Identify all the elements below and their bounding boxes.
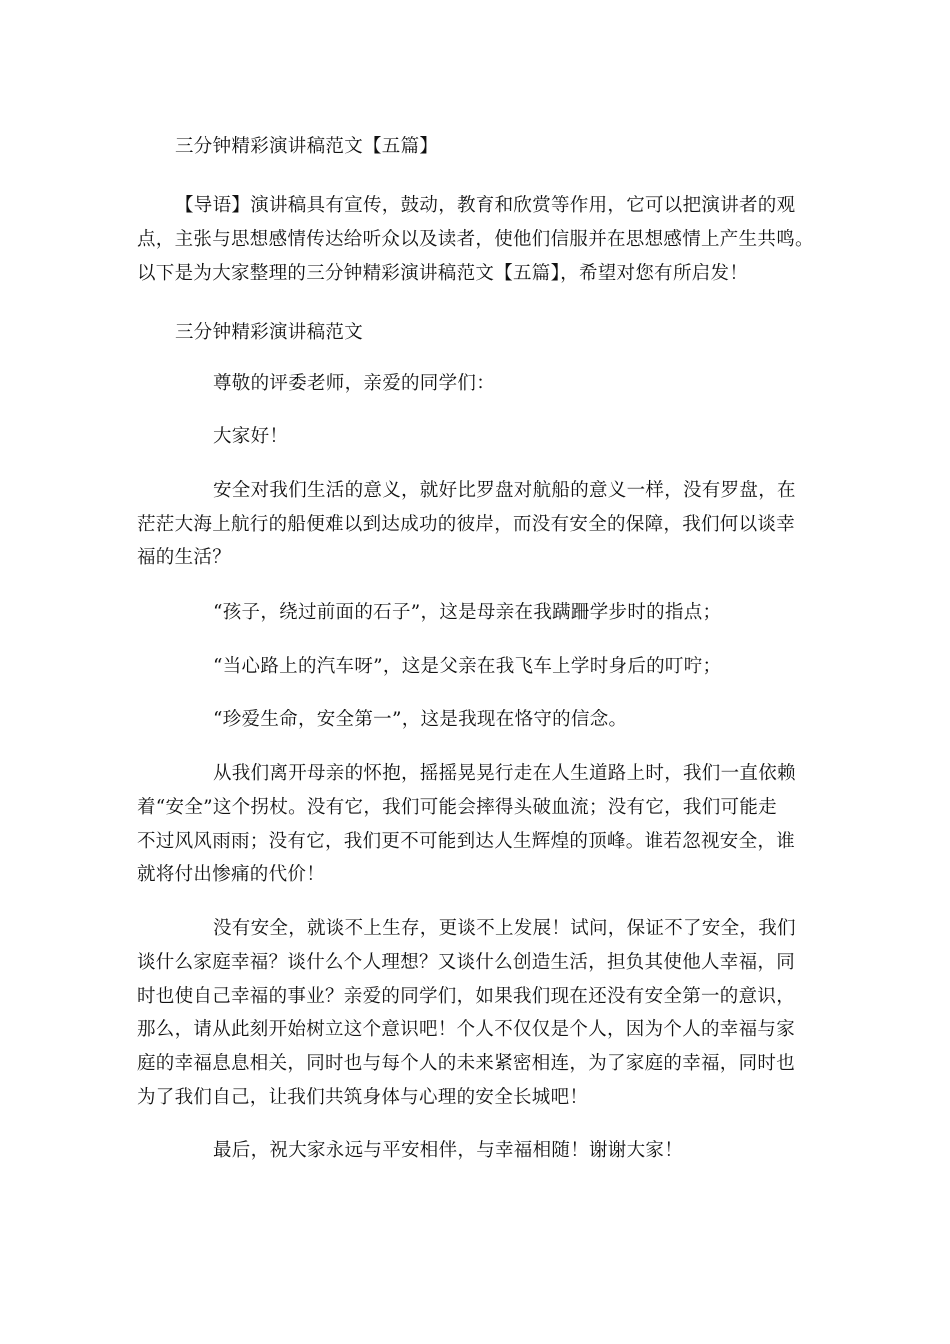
quote-3: “珍爱生命，安全第一”，这是我现在恪守的信念。 xyxy=(213,709,628,730)
paragraph3-line-1: 没有安全，就谈不上生存，更谈不上发展！试问，保证不了安全，我们 xyxy=(213,918,796,939)
paragraph3-line-2: 谈什么家庭幸福？谈什么个人理想？又谈什么创造生活，担负其使他人幸福，同 xyxy=(137,952,796,973)
intro-line-3: 以下是为大家整理的三分钟精彩演讲稿范文【五篇】，希望对您有所启发！ xyxy=(137,263,749,284)
salutation: 尊敬的评委老师，亲爱的同学们： xyxy=(213,373,496,394)
paragraph2-line-4: 就将付出惨痛的代价！ xyxy=(137,864,326,885)
paragraph2-line-3: 不过风风雨雨；没有它，我们更不可能到达人生辉煌的顶峰。谁若忽视安全，谁 xyxy=(137,831,796,852)
quote-2: “当心路上的汽车呀”，这是父亲在我飞车上学时身后的叮咛； xyxy=(213,656,722,677)
paragraph2-line-2: 着“安全”这个拐杖。没有它，我们可能会摔得头破血流；没有它，我们可能走 xyxy=(137,797,777,818)
paragraph3-line-5: 庭的幸福息息相关，同时也与每个人的未来紧密相连，为了家庭的幸福，同时也 xyxy=(137,1053,796,1074)
paragraph1-line-3: 福的生活？ xyxy=(137,547,232,568)
closing: 最后，祝大家永远与平安相伴，与幸福相随！谢谢大家！ xyxy=(213,1140,684,1161)
quote-1: “孩子，绕过前面的石子”，这是母亲在我蹒跚学步时的指点； xyxy=(213,602,722,623)
greeting: 大家好！ xyxy=(213,426,289,447)
paragraph3-line-3: 时也使自己幸福的事业？亲爱的同学们，如果我们现在还没有安全第一的意识， xyxy=(137,986,796,1007)
document-title: 三分钟精彩演讲稿范文【五篇】 xyxy=(175,136,439,157)
paragraph2-line-1: 从我们离开母亲的怀抱，摇摇晃晃行走在人生道路上时，我们一直依赖 xyxy=(213,763,796,784)
intro-line-2: 点，主张与思想感情传达给听众以及读者，使他们信服并在思想感情上产生共鸣。 xyxy=(137,229,814,250)
paragraph1-line-2: 茫茫大海上航行的船便难以到达成功的彼岸，而没有安全的保障，我们何以谈幸 xyxy=(137,514,796,535)
paragraph1-line-1: 安全对我们生活的意义，就好比罗盘对航船的意义一样，没有罗盘，在 xyxy=(213,480,796,501)
paragraph3-line-4: 那么，请从此刻开始树立这个意识吧！个人不仅仅是个人，因为个人的幸福与家 xyxy=(137,1019,796,1040)
paragraph3-line-6: 为了我们自己，让我们共筑身体与心理的安全长城吧！ xyxy=(137,1087,589,1108)
section-title: 三分钟精彩演讲稿范文 xyxy=(175,322,364,343)
intro-line-1: 【导语】演讲稿具有宣传，鼓动，教育和欣赏等作用，它可以把演讲者的观 xyxy=(175,195,796,216)
